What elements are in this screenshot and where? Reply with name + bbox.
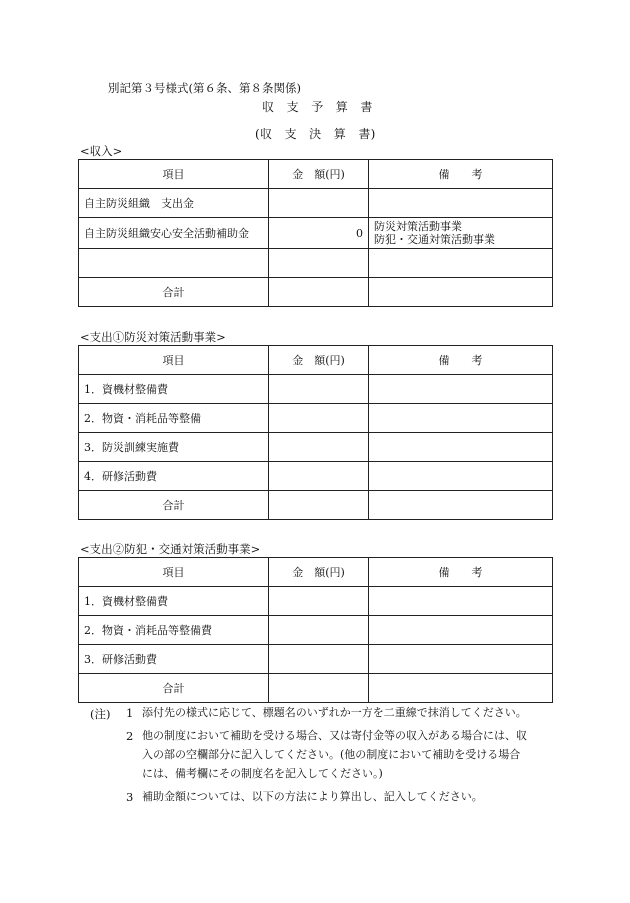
note-item <box>142 787 483 806</box>
col-header-remarks: 備 考 <box>369 160 553 189</box>
expense-remarks-cell <box>369 433 553 462</box>
income-amount-cell: 0 <box>269 218 369 249</box>
total-amount-cell <box>269 278 369 307</box>
expense-item-cell: 4．研修活動費 <box>79 462 269 491</box>
income-table <box>78 159 553 307</box>
total-row <box>79 278 553 307</box>
note-item <box>142 703 527 722</box>
income-header-row <box>79 160 553 189</box>
note-line: 補助金額については、以下の方法により算出し、記入してください。 <box>142 790 483 803</box>
total-remarks-cell <box>369 674 553 703</box>
col-header-amount: 金 額(円) <box>269 160 369 189</box>
title-budget: 収 支 予 算 書 <box>262 100 373 114</box>
expense1-header-row <box>79 346 553 375</box>
income-remarks-cell <box>369 189 553 218</box>
total-label: 合計 <box>79 674 269 703</box>
table-row <box>79 249 553 278</box>
expense1-section-label: <支出①防災対策活動事業> <box>80 330 226 344</box>
expense-remarks-cell <box>369 587 553 616</box>
total-remarks-cell <box>369 491 553 520</box>
expense-amount-cell <box>269 587 369 616</box>
total-row <box>79 491 553 520</box>
table-row <box>79 189 553 218</box>
total-row <box>79 674 553 703</box>
expense-amount-cell <box>269 616 369 645</box>
income-item-cell <box>79 249 269 278</box>
expense2-table <box>78 557 553 703</box>
expense2-section-label: <支出②防犯・交通対策活動事業> <box>80 542 261 556</box>
note-number: 2 <box>126 729 134 743</box>
expense-item-cell: 2．物資・消耗品等整備費 <box>79 616 269 645</box>
table-row <box>79 645 553 674</box>
col-header-remarks: 備 考 <box>369 558 553 587</box>
income-section-label: <収入> <box>80 144 123 158</box>
income-amount-cell <box>269 189 369 218</box>
income-item-cell: 自主防災組織 支出金 <box>79 189 269 218</box>
expense-amount-cell <box>269 433 369 462</box>
remarks-line: 防災対策活動事業 <box>374 220 462 233</box>
expense-remarks-cell <box>369 404 553 433</box>
expense-item-cell: 2．物資・消耗品等整備 <box>79 404 269 433</box>
note-item <box>142 726 527 783</box>
expense-item-cell: 1．資機材整備費 <box>79 587 269 616</box>
income-item-cell: 自主防災組織安心安全活動補助金 <box>79 218 269 249</box>
total-label: 合計 <box>79 278 269 307</box>
total-remarks-cell <box>369 278 553 307</box>
expense-item-cell: 1．資機材整備費 <box>79 375 269 404</box>
expense-amount-cell <box>269 645 369 674</box>
note-line: 他の制度において補助を受ける場合、又は寄付金等の収入がある場合には、収 <box>142 729 527 742</box>
expense-amount-cell <box>269 462 369 491</box>
income-remarks-cell <box>369 218 553 249</box>
table-row <box>79 587 553 616</box>
total-label: 合計 <box>79 491 269 520</box>
note-number: 3 <box>126 790 134 804</box>
expense-amount-cell <box>269 404 369 433</box>
expense1-table <box>78 345 553 520</box>
table-row <box>79 375 553 404</box>
col-header-amount: 金 額(円) <box>269 558 369 587</box>
table-row <box>79 218 553 249</box>
total-amount-cell <box>269 491 369 520</box>
table-row <box>79 404 553 433</box>
title-settlement: (収 支 決 算 書) <box>255 127 376 141</box>
total-amount-cell <box>269 674 369 703</box>
note-line: 添付先の様式に応じて、標題名のいずれか一方を二重線で抹消してください。 <box>142 706 527 719</box>
note-line: には、備考欄にその制度名を記入してください。) <box>142 767 383 780</box>
expense-remarks-cell <box>369 645 553 674</box>
table-row <box>79 462 553 491</box>
col-header-item: 項目 <box>79 558 269 587</box>
expense-item-cell: 3．研修活動費 <box>79 645 269 674</box>
col-header-item: 項目 <box>79 346 269 375</box>
form-id: 別記第３号様式(第６条、第８条関係) <box>108 81 301 95</box>
income-remarks-cell <box>369 249 553 278</box>
expense-remarks-cell <box>369 616 553 645</box>
expense-item-cell: 3．防災訓練実施費 <box>79 433 269 462</box>
col-header-remarks: 備 考 <box>369 346 553 375</box>
note-number: 1 <box>126 706 134 720</box>
expense-remarks-cell <box>369 462 553 491</box>
expense-amount-cell <box>269 375 369 404</box>
expense2-header-row <box>79 558 553 587</box>
col-header-item: 項目 <box>79 160 269 189</box>
table-row <box>79 616 553 645</box>
note-line: 入の部の空欄部分に記入してください。(他の制度において補助を受ける場合 <box>142 748 521 761</box>
expense-remarks-cell <box>369 375 553 404</box>
table-row <box>79 433 553 462</box>
income-amount-cell <box>269 249 369 278</box>
col-header-amount: 金 額(円) <box>269 346 369 375</box>
notes-label: (注) <box>90 707 111 721</box>
remarks-line: 防犯・交通対策活動事業 <box>374 233 495 246</box>
